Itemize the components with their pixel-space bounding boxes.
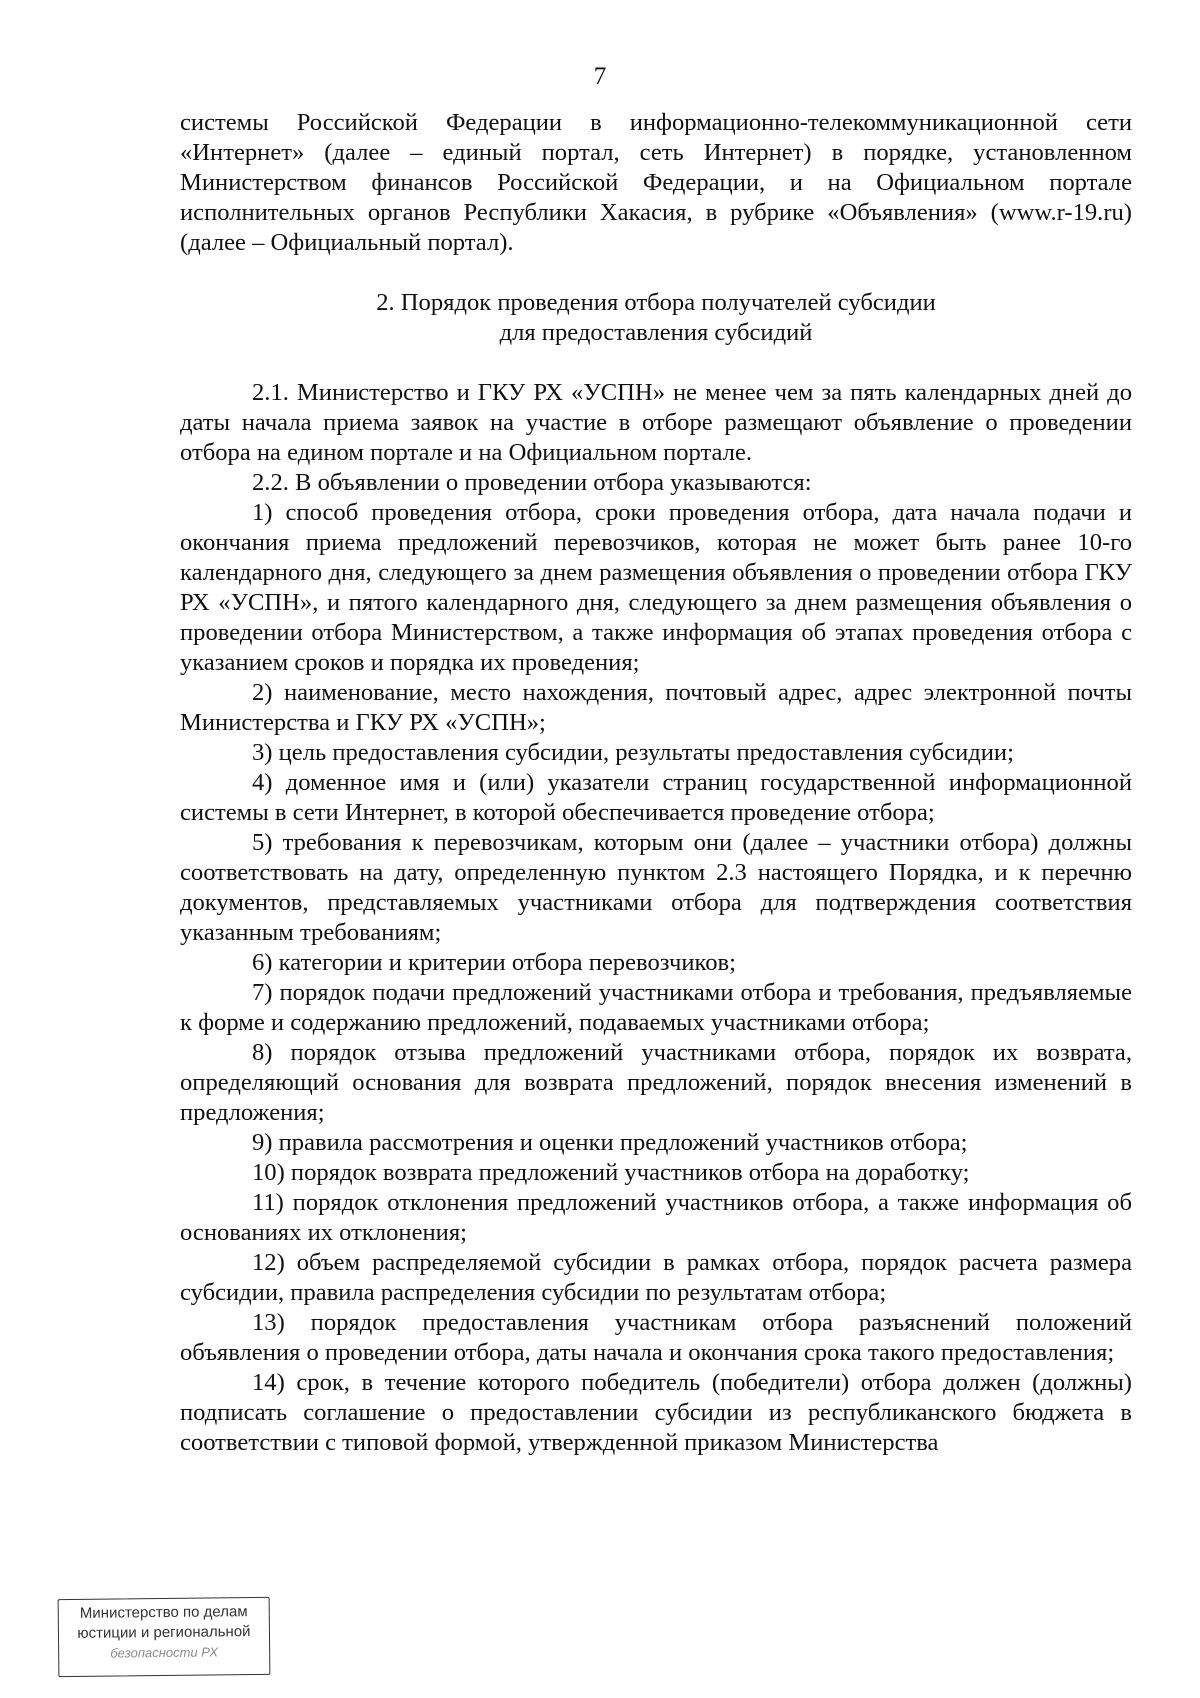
ministry-stamp [58, 1597, 271, 1677]
list-item-14: 14) срок, в течение которого победитель (победители) отбора должен (должны) подписать соглашение о предоставлении субсидии из республиканского бюджета в соответствии с типовой формой, утвержденной приказом Министерства [180, 1369, 1132, 1456]
list-item-5: 5) требования к перевозчикам, которым они (далее – участники отбора) должны соответствовать на дату, определенную пунктом 2.3 настоящего Порядка, и к перечню документов, представляемых участниками отбора для подтверждения соответствия указанным требованиям; [180, 829, 1132, 946]
stamp-line-2: юстиции и региональной [77, 1623, 251, 1642]
stamp-line-1: Министерство по делам [79, 1603, 248, 1622]
list-item-8: 8) порядок отзыва предложений участниками отбора, порядок их возврата, определяющий основания для возврата предложений, порядок внесения изменений в предложения; [180, 1039, 1132, 1126]
list-item-10: 10) порядок возврата предложений участников отбора на доработку; [252, 1159, 970, 1186]
list-item-1: 1) способ проведения отбора, сроки проведения отбора, дата начала подачи и окончания приема предложений перевозчиков, которая не может быть ранее 10-го календарного дня, следующего за днем размещения объявления о проведении отбора ГКУ РХ «УСПН», и пятого календарного дня, следующего за днем размещения объявления о проведении отбора Министерством, а также информация об этапах проведения отбора с указанием сроков и порядка их проведения; [180, 499, 1132, 676]
document-body [180, 108, 1132, 1458]
list-item-6: 6) категории и критерии отбора перевозчиков; [252, 949, 736, 976]
list-item-2: 2) наименование, место нахождения, почтовый адрес, адрес электронной почты Министерства и ГКУ РХ «УСПН»; [180, 679, 1132, 736]
list-item-7: 7) порядок подачи предложений участниками отбора и требования, предъявляемые к форме и содержанию предложений, подаваемых участниками отбора; [180, 979, 1132, 1036]
list-item-9: 9) правила рассмотрения и оценки предложений участников отбора; [252, 1129, 968, 1156]
section-heading-line-2: для предоставления субсидий [499, 319, 813, 346]
intro-paragraph: системы Российской Федерации в информационно-телекоммуникационной сети «Интернет» (далее – единый портал, сеть Интернет) в порядке, установленном Министерством финансов Российской Федерации, и на Официальном портале исполнительных органов Республики Хакасия, в рубрике «Объявления» (www.r-19.ru) (далее – Официальный портал). [180, 109, 1132, 256]
stamp-line-3: безопасности РХ [110, 1644, 219, 1661]
page-number: 7 [593, 63, 607, 90]
list-item-3: 3) цель предоставления субсидии, результаты предоставления субсидии; [252, 739, 1014, 766]
list-item-13: 13) порядок предоставления участникам отбора разъяснений положений объявления о проведении отбора, даты начала и окончания срока такого предоставления; [180, 1309, 1132, 1366]
list-item-11: 11) порядок отклонения предложений участников отбора, а также информация об основаниях их отклонения; [180, 1189, 1132, 1246]
section-heading [180, 288, 1132, 348]
paragraph-2-1: 2.1. Министерство и ГКУ РХ «УСПН» не менее чем за пять календарных дней до даты начала приема заявок на участие в отборе размещают объявление о проведении отбора на едином портале и на Официальном портале. [180, 379, 1132, 466]
list-item-12: 12) объем распределяемой субсидии в рамках отбора, порядок расчета размера субсидии, правила распределения субсидии по результатам отбора; [180, 1249, 1132, 1306]
list-item-4: 4) доменное имя и (или) указатели страниц государственной информационной системы в сети Интернет, в которой обеспечивается проведение отбора; [180, 769, 1132, 826]
paragraph-2-2: 2.2. В объявлении о проведении отбора указываются: [252, 469, 812, 496]
section-heading-line-1: 2. Порядок проведения отбора получателей субсидии [376, 289, 936, 316]
